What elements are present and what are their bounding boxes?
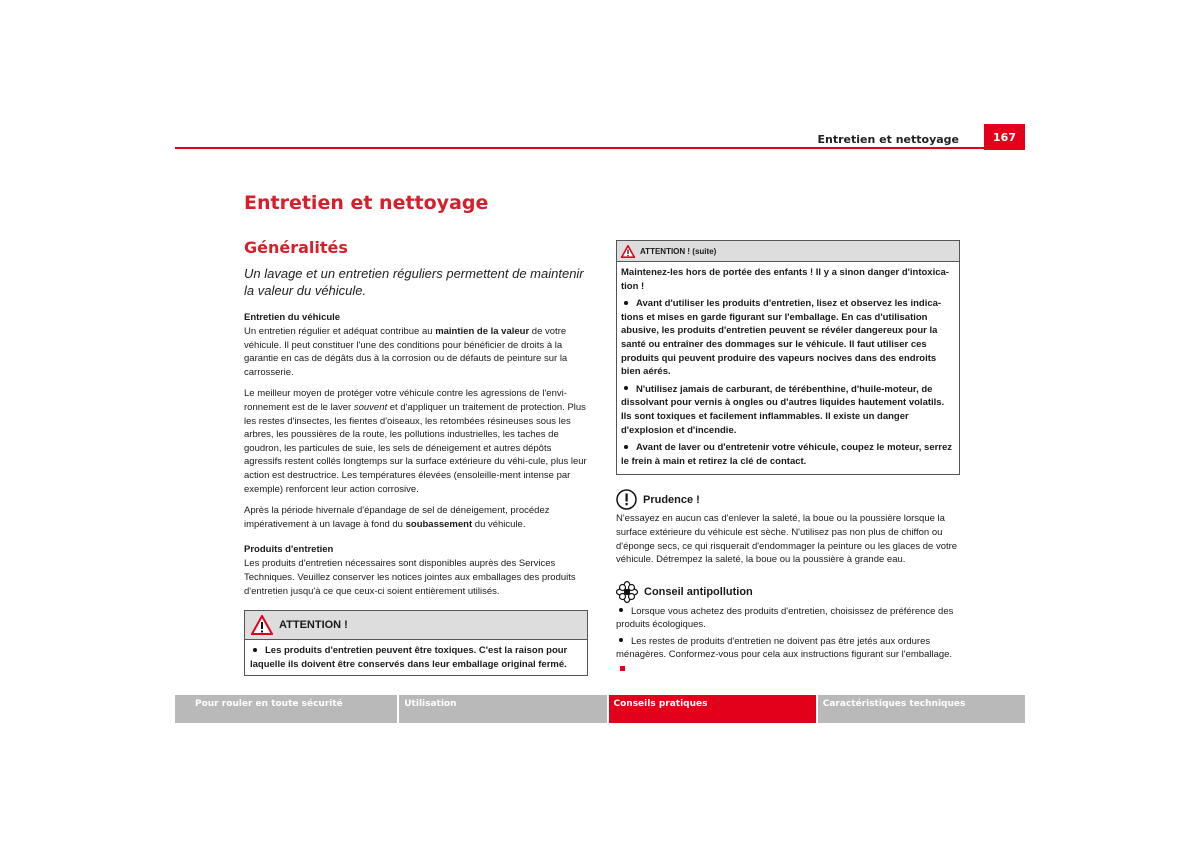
section-title: Généralités bbox=[244, 238, 348, 257]
right-column bbox=[616, 240, 960, 679]
footer-tab-practical-tips[interactable]: Conseils pratiques bbox=[609, 695, 816, 723]
paragraph-2: Le meilleur moyen de protéger votre véhicule contre les agressions de l'envi-ronnement est de le laver souvent et d'appliquer un traitement de protection. Plus les restes d'insectes, les fientes d'oiseaux, les retombées résineuses sous les arbres, les poussières de la route, les pollutions industrielles, les taches de goudron, les particules de suie, les sels de déneigement et autres dépôts agressifs restent collés longtemps sur la surface extérieure du véhi-cule, plus leur action est destructrice. Les températures élevées (ensoleille-ment intense par exemple) renforcent leur action corrosive. bbox=[244, 388, 587, 495]
warning-continued-text bbox=[617, 262, 959, 474]
subheading-vehicle-care: Entretien du véhicule bbox=[244, 312, 341, 323]
warning-triangle-icon bbox=[621, 245, 635, 258]
subheading-products: Produits d'entretien bbox=[244, 544, 334, 556]
warning-header bbox=[245, 611, 587, 640]
warning-continued-header bbox=[617, 241, 959, 262]
page-number: 167 bbox=[984, 124, 1025, 150]
bullet-icon bbox=[619, 608, 623, 612]
warning-box bbox=[244, 610, 588, 676]
warning-continued-label: ATTENTION ! (suite) bbox=[640, 246, 717, 256]
footer-tab-usage[interactable]: Utilisation bbox=[399, 695, 606, 723]
caution-text: N'essayez en aucun cas d'enlever la saleté, la boue ou la poussière lorsque la surface extérieure du véhicule est sèche. N'utilisez pas non plus de chiffon ou d'éponge secs, ce qui risquerait d'endommager la peinture ou les glaces de votre véhicule. Détrempez la saleté, la boue ou la poussière à grande eau. bbox=[616, 513, 958, 566]
paragraph-3: Après la période hivernale d'épandage de sel de déneigement, procédez impérativement à un lavage à fond du soubassement du véhicule. bbox=[244, 505, 550, 530]
intro-text: Un lavage et un entretien réguliers permettent de maintenir la valeur du véhicule. bbox=[244, 266, 584, 298]
warning-paragraph: Maintenez-les hors de portée des enfants ! Il y a sinon danger d'intoxica-tion ! bbox=[621, 267, 949, 292]
warning-bullet-2: N'utilisez jamais de carburant, de térébenthine, d'huile-moteur, de dissolvant pour vernis à ongles ou d'autres liquides hautement volatils. Ils sont toxiques et facilement inflammables. Il existe un danger d'explosion et d'incendie. bbox=[621, 383, 945, 436]
footer-tab-technical[interactable]: Caractéristiques techniques bbox=[818, 695, 1025, 723]
page-title: Entretien et nettoyage bbox=[244, 192, 489, 214]
warning-continued-box bbox=[616, 240, 960, 475]
caution-label: Prudence ! bbox=[643, 493, 700, 506]
eco-header bbox=[616, 581, 960, 603]
eco-text bbox=[616, 605, 960, 676]
footer-nav bbox=[175, 695, 1025, 723]
left-column bbox=[244, 192, 588, 676]
footer-tab-safety[interactable]: Pour rouler en toute sécurité bbox=[175, 695, 397, 723]
header-rule bbox=[175, 147, 1025, 149]
eco-label: Conseil antipollution bbox=[644, 585, 753, 598]
bullet-icon bbox=[624, 386, 628, 390]
eco-bullet-1: Lorsque vous achetez des produits d'entretien, choisissez de préférence des produits écologiques. bbox=[616, 605, 954, 631]
warning-triangle-icon bbox=[251, 615, 273, 635]
caution-header bbox=[616, 489, 960, 510]
bullet-icon bbox=[624, 445, 628, 449]
warning-label: ATTENTION ! bbox=[279, 619, 348, 632]
paragraph-4: Les produits d'entretien nécessaires sont disponibles auprès des Services Techniques. Veuillez conserver les notices jointes aux emballages des produits d'entretien jusqu'à ce que ceux-ci soient entièrement utilisés. bbox=[244, 558, 576, 597]
warning-bullet-3: Avant de laver ou d'entretenir votre véhicule, coupez le moteur, serrez le frein à main et retirez la clé de contact. bbox=[621, 442, 953, 467]
eco-bullet-2: Les restes de produits d'entretien ne doivent pas être jetés aux ordures ménagères. Conformez-vous pour cela aux instructions figurant sur l'emballage. bbox=[616, 635, 960, 676]
end-marker-icon bbox=[620, 666, 625, 671]
bullet-icon bbox=[253, 648, 257, 652]
paragraph-1: Un entretien régulier et adéquat contribue au maintien de la valeur de votre véhicule. Il peut constituer l'une des conditions pour bénéficier de droits à la garantie en cas de dégâts dus à la corrosion ou de défauts de peinture sur la carrosserie. bbox=[244, 326, 568, 378]
flower-icon bbox=[616, 581, 638, 603]
bullet-icon bbox=[624, 301, 628, 305]
exclamation-circle-icon bbox=[616, 489, 637, 510]
header-title: Entretien et nettoyage bbox=[817, 133, 959, 146]
warning-text: Les produits d'entretien peuvent être toxiques. C'est la raison pour laquelle ils doivent être conservés dans leur emballage original fermé. bbox=[250, 645, 568, 670]
bullet-icon bbox=[619, 638, 623, 642]
warning-bullet-1: Avant d'utiliser les produits d'entretien, lisez et observez les indica-tions et mises en garde figurant sur l'emballage. En cas d'utilisation abusive, les produits d'entretien peuvent se révéler dangereux pour la santé ou entraîner des dommages sur le véhicule. Il faut utiliser ces produits qui peuvent produire des vapeurs nocives dans des endroits bien aérés. bbox=[621, 298, 942, 378]
